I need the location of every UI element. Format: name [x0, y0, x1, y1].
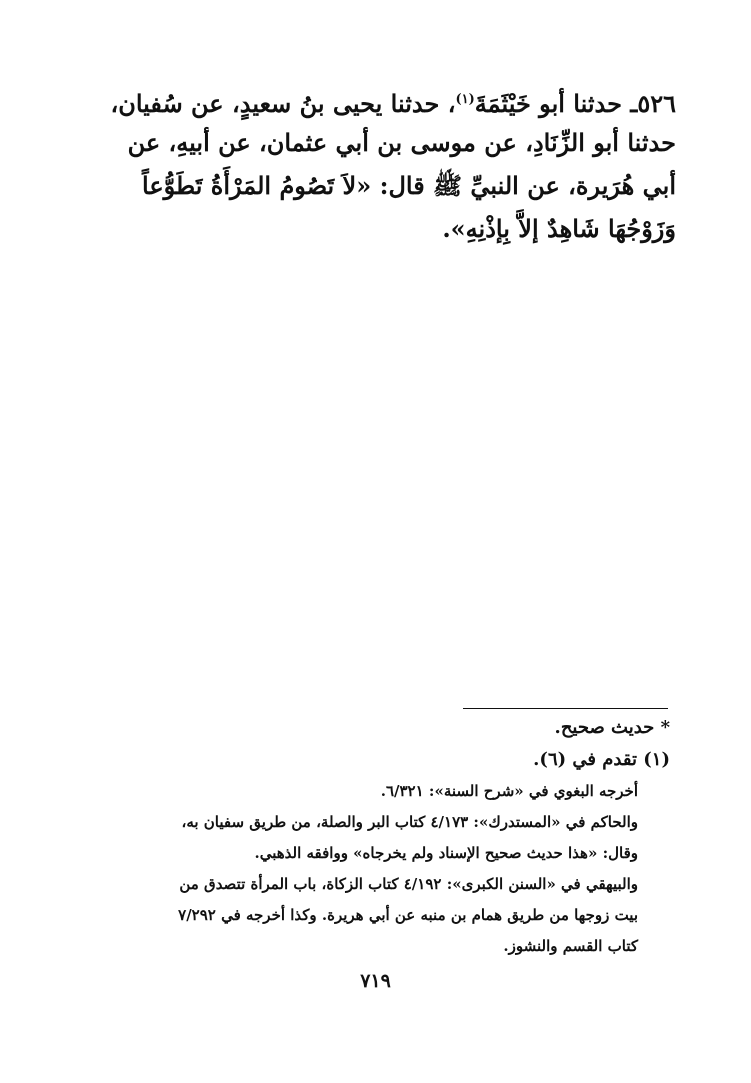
hadith-line-2: حدثنا أبو الزِّنَادِ، عن موسى بن أبي عثمان، عن أبيهِ، عن	[127, 128, 676, 157]
hadith-line-3: أبي هُرَيرة، عن النبيِّ ﷺ قال: «لاَ تَصُومُ المَرْأَةُ تَطَوُّعاً	[142, 171, 676, 200]
footnote-1-text: تقدم في (٦).	[533, 749, 637, 770]
footnote-line: كتاب القسم والنشوز.	[503, 937, 638, 955]
hadith-chain: ، حدثنا يحيى بنُ سعيدٍ، عن سُفيان،	[110, 89, 456, 118]
hadith-grade	[105, 712, 670, 744]
footnote-ref[interactable]: (١)	[455, 92, 475, 107]
hadith-line-1	[110, 78, 676, 121]
grade-marker: *	[660, 717, 670, 738]
page-number: ٧١٩	[360, 970, 391, 992]
hadith-text	[110, 78, 676, 250]
footnote-line: والحاكم في «المستدرك»: ٤/١٧٣ كتاب البر والصلة، من طريق سفيان به،	[181, 813, 638, 831]
hadith-line-4: وَزَوْجُهَا شَاهِدٌ إلاَّ بِإذْنِهِ».	[442, 214, 676, 243]
footnote-line: بيت زوجها من طريق همام بن منبه عن أبي هريرة. وكذا أخرجه في ٧/٢٩٢	[178, 906, 638, 924]
hadith-number: ٥٢٦	[637, 89, 676, 118]
grade-text: حديث صحيح.	[554, 717, 655, 738]
footnote-1	[105, 744, 670, 776]
footnote-line: والبيهقي في «السنن الكبرى»: ٤/١٩٢ كتاب الزكاة، باب المرأة تتصدق من	[179, 875, 638, 893]
footnote-line: أخرجه البغوي في «شرح السنة»: ٦/٣٢١.	[380, 782, 638, 800]
hadith-narrator: ـ حدثنا أبو خَيْثَمَةَ	[474, 89, 638, 118]
footnote-line: وقال: «هذا حديث صحيح الإسناد ولم يخرجاه» ووافقه الذهبي.	[254, 844, 638, 862]
footnote-1-label: (١)	[643, 749, 670, 770]
footnotes	[105, 708, 670, 962]
